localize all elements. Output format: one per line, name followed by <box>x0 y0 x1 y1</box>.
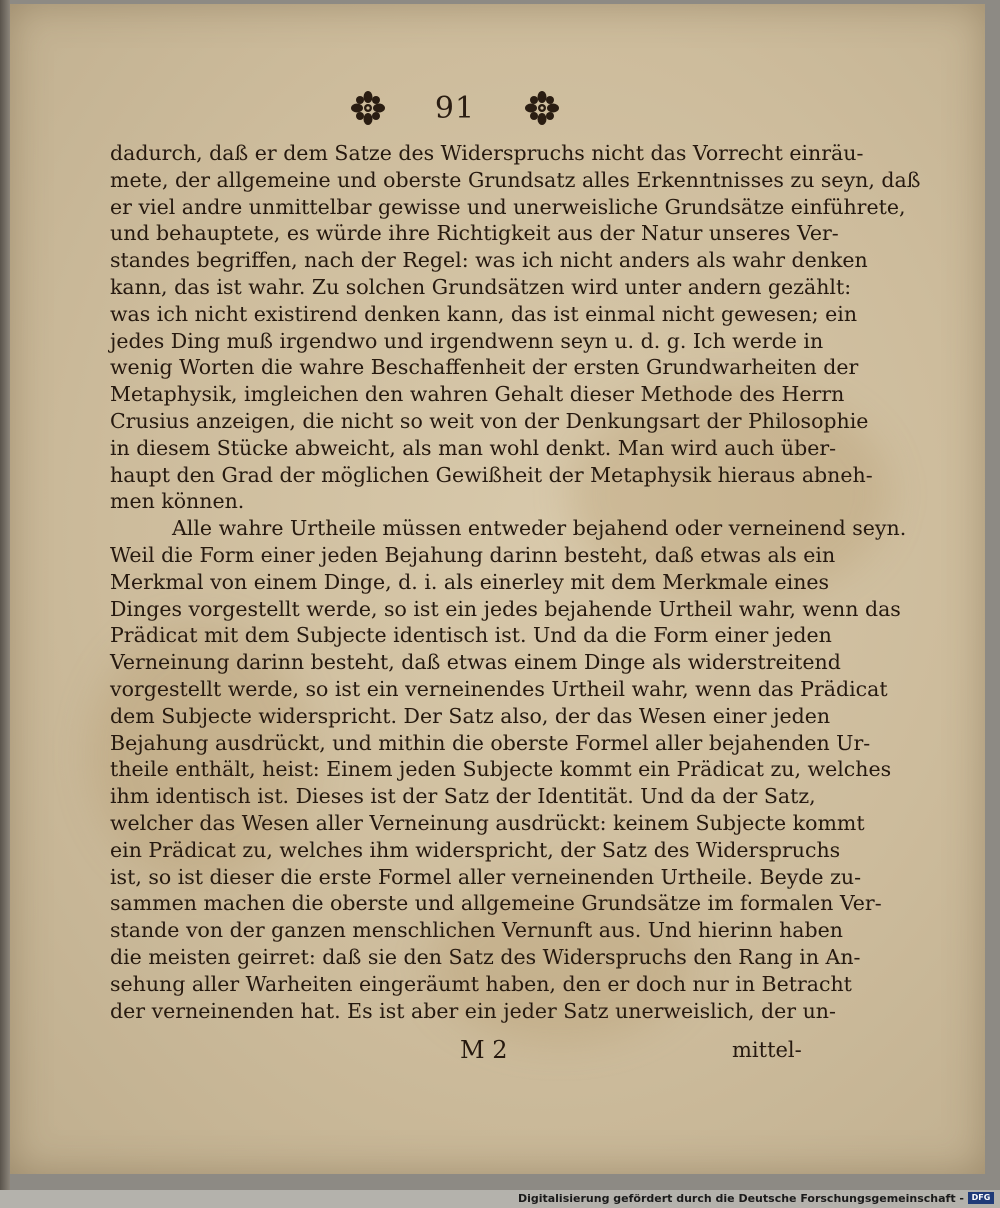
text-line: ihm identisch ist. Dieses ist der Satz der Identität. Und da der Satz, <box>110 784 816 809</box>
page-number: 91 <box>434 90 476 126</box>
text-line: Verneinung darinn besteht, daß etwas einem Dinge als widerstreitend <box>110 650 841 675</box>
text-line: ein Prädicat zu, welches ihm widerspricht, der Satz des Widerspruchs <box>110 837 841 862</box>
text-line: Crusius anzeigen, die nicht so weit von der Denkungsart der Philosophie <box>110 408 869 433</box>
text-line: Weil die Form einer jeden Bejahung darinn besteht, daß etwas als ein <box>110 542 836 567</box>
text-line: vorgestellt werde, so ist ein verneinendes Urtheil wahr, wenn das Prädicat <box>110 676 888 701</box>
text-line: haupt den Grad der möglichen Gewißheit der Metaphysik hieraus abneh- <box>110 462 873 487</box>
text-line: der verneinenden hat. Es ist aber ein jeder Satz unerweislich, der un- <box>110 998 836 1023</box>
text-line: er viel andre unmittelbar gewisse und unerweisliche Grundsätze einführete, <box>110 194 906 219</box>
body-text <box>110 140 921 1024</box>
text-line: stande von der ganzen menschlichen Vernunft aus. Und hierinn haben <box>110 918 843 943</box>
text-line: Bejahung ausdrückt, und mithin die oberste Formel aller bejahenden Ur- <box>110 730 871 755</box>
text-line: ist, so ist dieser die erste Formel aller verneinenden Urtheile. Beyde zu- <box>110 864 861 889</box>
text-line: dadurch, daß er dem Satze des Widerspruchs nicht das Vorrecht einräu- <box>110 141 864 165</box>
text-line: Alle wahre Urtheile müssen entweder bejahend oder verneinend seyn. <box>172 516 907 541</box>
text-line: Metaphysik, imgleichen den wahren Gehalt dieser Methode des Herrn <box>110 382 845 407</box>
signature-mark: M 2 <box>460 1036 508 1064</box>
text-line: wenig Worten die wahre Beschaffenheit der ersten Grundwarheiten der <box>110 355 859 380</box>
flower-ornament-icon <box>524 90 560 126</box>
text-line: sammen machen die oberste und allgemeine Grundsätze im formalen Ver- <box>110 891 882 916</box>
catchword: mittel- <box>732 1038 802 1062</box>
text-line: kann, das ist wahr. Zu solchen Grundsätzen wird unter andern gezählt: <box>110 274 852 299</box>
book-binding-edge <box>0 0 10 1190</box>
text-line: die meisten geirret: daß sie den Satz des Widerspruchs den Rang in An- <box>110 944 861 969</box>
text-line: und behauptete, es würde ihre Richtigkeit aus der Natur unseres Ver- <box>110 221 839 246</box>
text-line: standes begriffen, nach der Regel: was ich nicht anders als wahr denken <box>110 248 868 273</box>
text-line: men können. <box>110 489 245 514</box>
text-line: in diesem Stücke abweicht, als man wohl denkt. Man wird auch über- <box>110 435 837 460</box>
flower-ornament-icon <box>350 90 386 126</box>
text-line: dem Subjecte widerspricht. Der Satz also, der das Wesen einer jeden <box>110 703 831 728</box>
text-line: mete, der allgemeine und oberste Grundsatz alles Erkenntnisses zu seyn, daß <box>110 167 921 192</box>
text-line: theile enthält, heist: Einem jeden Subjecte kommt ein Prädicat zu, welches <box>110 757 892 782</box>
text-line: was ich nicht existirend denken kann, das ist einmal nicht gewesen; ein <box>110 301 858 326</box>
text-line: Dinges vorgestellt werde, so ist ein jedes bejahende Urtheil wahr, wenn das <box>110 596 901 621</box>
text-line: jedes Ding muß irgendwo und irgendwenn seyn u. d. g. Ich werde in <box>110 328 824 353</box>
text-line: welcher das Wesen aller Verneinung ausdrückt: keinem Subjecte kommt <box>110 810 865 835</box>
page-header <box>350 88 560 128</box>
text-line: Merkmal von einem Dinge, d. i. als einerley mit dem Merkmale eines <box>110 569 830 594</box>
digitization-credit: Digitalisierung gefördert durch die Deutsche Forschungsgemeinschaft - <box>517 1192 964 1205</box>
dfg-logo: DFG <box>968 1192 994 1204</box>
text-line: Prädicat mit dem Subjecte identisch ist. Und da die Form einer jeden <box>110 623 832 648</box>
text-line: sehung aller Warheiten eingeräumt haben, den er doch nur in Betracht <box>110 971 852 996</box>
